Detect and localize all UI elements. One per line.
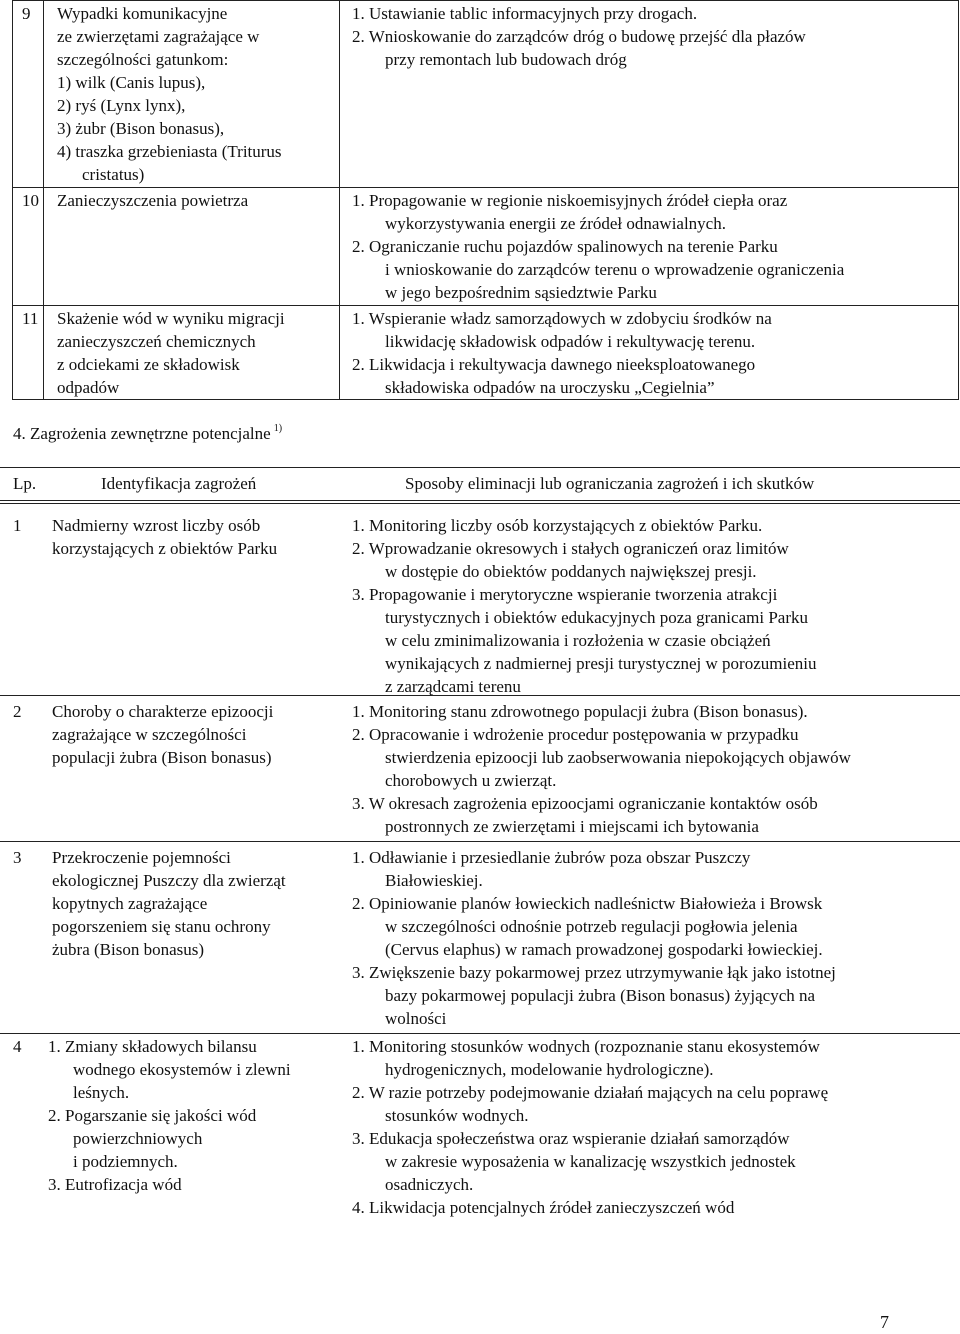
measure-line: 2. Likwidacja i rekultywacja dawnego nieeksploatowanego [352,355,756,374]
header-methods: Sposoby eliminacji lub ograniczania zagrożeń i ich skutków [405,474,815,493]
measure-line: wynikających z nadmiernej presji turystycznej w porozumieniu [385,654,817,673]
threat-line: Zanieczyszczenia powietrza [57,191,249,210]
section-title [13,422,282,445]
measure-line: (Cervus elaphus) w ramach prowadzonej gospodarki łowieckiej. [385,940,823,959]
row-lp: 2 [13,702,22,721]
measure-line: 1. Odławianie i przesiedlanie żubrów poza obszar Puszczy [352,848,751,867]
measure-line: wykorzystywania energii ze źródeł odnawialnych. [385,214,726,233]
measure-line: w celu zminimalizowania i rozłożenia w czasie obciążeń [385,631,771,650]
threat-line: populacji żubra (Bison bonasus) [52,748,272,767]
table1-row-divider [12,187,959,188]
table1-bottom-border [12,399,959,400]
measure-line: stosunków wodnych. [385,1106,529,1125]
measure-line: i wnioskowanie do zarządców terenu o wprowadzenie ograniczenia [385,260,845,279]
table2-header-divider-double [0,503,960,504]
measure-line: 3. Propagowanie i merytoryczne wspieranie tworzenia atrakcji [352,585,778,604]
threat-line: i podziemnych. [73,1152,178,1171]
threat-line: leśnych. [73,1083,130,1102]
header-identification: Identyfikacja zagrożeń [101,474,257,493]
threat-line: ze zwierzętami zagrażające w [57,27,260,46]
threat-line: 1. Zmiany składowych bilansu [48,1037,257,1056]
measure-line: turystycznych i obiektów edukacyjnych poza granicami Parku [385,608,808,627]
table1-col-divider-2 [339,0,340,399]
threat-line: Nadmierny wzrost liczby osób [52,516,261,535]
threat-line: z odciekami ze składowisk [57,355,240,374]
measure-line: 3. Edukacja społeczeństwa oraz wspieranie działań samorządów [352,1129,790,1148]
threat-line: Przekroczenie pojemności [52,848,231,867]
threat-line: odpadów [57,378,120,397]
measure-line: stwierdzenia epizoocji lub zaobserwowania niepokojących objawów [385,748,851,767]
threat-line: powierzchniowych [73,1129,203,1148]
section-title-text: 4. Zagrożenia zewnętrzne potencjalne [13,424,271,443]
threat-line: 1) wilk (Canis lupus), [57,73,206,92]
threat-line: 3) żubr (Bison bonasus), [57,119,225,138]
threat-line: Wypadki komunikacyjne [57,4,228,23]
measure-line: 1. Monitoring stanu zdrowotnego populacji żubra (Bison bonasus). [352,702,808,721]
measure-line: 1. Propagowanie w regionie niskoemisyjnych źródeł ciepła oraz [352,191,788,210]
measure-line: 2. Wnioskowanie do zarządców dróg o budowę przejść dla płazów [352,27,806,46]
row-lp: 11 [22,309,39,328]
threat-line: Choroby o charakterze epizoocji [52,702,274,721]
threat-line: żubra (Bison bonasus) [52,940,205,959]
measure-line: postronnych ze zwierzętami i miejscami ich bytowania [385,817,759,836]
footnote-marker: 1) [273,423,283,434]
threat-line: wodnego ekosystemów i zlewni [73,1060,291,1079]
measure-line: 4. Likwidacja potencjalnych źródeł zanieczyszczeń wód [352,1198,735,1217]
measure-line: 2. W razie potrzeby podejmowanie działań mających na celu poprawę [352,1083,829,1102]
threat-line: szczególności gatunkom: [57,50,229,69]
table1-col-divider-1 [43,0,44,399]
header-lp: Lp. [13,474,37,493]
table2-row-divider [0,1033,960,1034]
measure-line: hydrogenicznych, modelowanie hydrologiczne). [385,1060,714,1079]
threat-line: ekologicznej Puszczy dla zwierząt [52,871,286,890]
measure-line: bazy pokarmowej populacji żubra (Bison bonasus) żyjących na [385,986,816,1005]
row-lp: 9 [22,4,31,23]
measure-line: składowiska odpadów na uroczysku „Cegielnia” [385,378,715,397]
table1-row-divider [12,305,959,306]
threat-line: 2. Pogarszanie się jakości wód [48,1106,257,1125]
measure-line: w zakresie wyposażenia w kanalizację wszystkich jednostek [385,1152,796,1171]
table2-header-divider [0,500,960,501]
threat-line: kopytnych zagrażające [52,894,208,913]
row-lp: 1 [13,516,22,535]
measure-line: 2. Ograniczanie ruchu pojazdów spalinowych na terenie Parku [352,237,778,256]
measure-line: osadniczych. [385,1175,474,1194]
measure-line: wolności [385,1009,447,1028]
threat-line: zanieczyszczeń chemicznych [57,332,256,351]
threat-line: zagrażające w szczególności [52,725,247,744]
measure-line: 3. W okresach zagrożenia epizoocjami ograniczanie kontaktów osób [352,794,818,813]
threat-line: 2) ryś (Lynx lynx), [57,96,186,115]
measure-line: likwidację składowisk odpadów i rekultywację terenu. [385,332,756,351]
measure-line: Białowieskiej. [385,871,483,890]
measure-line: 2. Opracowanie i wdrożenie procedur postępowania w przypadku [352,725,799,744]
threat-line: Skażenie wód w wyniku migracji [57,309,285,328]
measure-line: 1. Monitoring stosunków wodnych (rozpoznanie stanu ekosystemów [352,1037,820,1056]
threat-line: 3. Eutrofizacja wód [48,1175,182,1194]
measure-line: 1. Wspieranie władz samorządowych w zdobyciu środków na [352,309,772,328]
threat-line: korzystających z obiektów Parku [52,539,278,558]
threat-line: cristatus) [82,165,145,184]
row-lp: 4 [13,1037,22,1056]
measure-line: w jego bezpośrednim sąsiedztwie Parku [385,283,657,302]
table2-top-border [0,467,960,468]
row-lp: 10 [22,191,39,210]
table1-top-border [12,0,959,1]
table1-right-border [958,0,959,399]
measure-line: chorobowych u zwierząt. [385,771,557,790]
measure-line: z zarządcami terenu [385,677,521,696]
measure-line: przy remontach lub budowach dróg [385,50,627,69]
measure-line: 1. Monitoring liczby osób korzystających z obiektów Parku. [352,516,763,535]
page-number: 7 [880,1312,889,1332]
measure-line: 3. Zwiększenie bazy pokarmowej przez utrzymywanie łąk jako istotnej [352,963,836,982]
threat-line: pogorszeniem się stanu ochrony [52,917,271,936]
table1-left-border [12,0,13,399]
row-lp: 3 [13,848,22,867]
threat-line: 4) traszka grzebieniasta (Triturus [57,142,282,161]
table2-row-divider [0,841,960,842]
measure-line: 2. Opiniowanie planów łowieckich nadleśnictw Białowieża i Browsk [352,894,823,913]
measure-line: 1. Ustawianie tablic informacyjnych przy drogach. [352,4,698,23]
measure-line: w szczególności odnośnie potrzeb regulacji pogłowia jelenia [385,917,798,936]
measure-line: 2. Wprowadzanie okresowych i stałych ograniczeń oraz limitów [352,539,789,558]
measure-line: w dostępie do obiektów poddanych największej presji. [385,562,757,581]
